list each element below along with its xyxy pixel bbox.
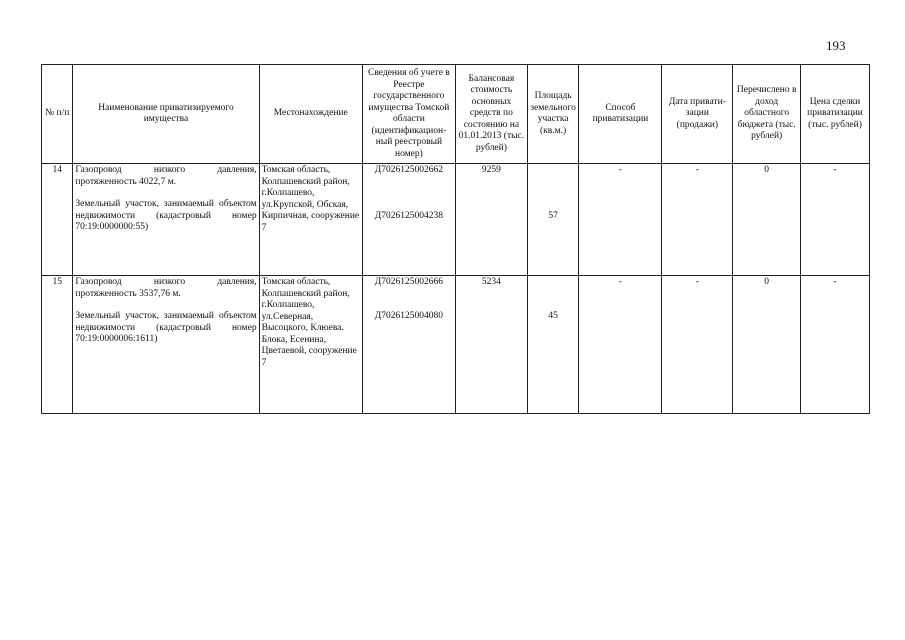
row-transferred: 0 xyxy=(733,164,801,276)
row-date: - xyxy=(662,164,733,276)
row-balance: 5234 xyxy=(455,276,527,414)
cadastral-number: 70:19:0000000:55) xyxy=(75,222,149,232)
header-registry: Сведения об учете в Реестре государственного имущества Томской области (идентификацион-ный реестровый номер) xyxy=(362,65,455,164)
row-method: - xyxy=(579,164,662,276)
gas-pipeline-name: Газопровод низкого давления, протяженность 4022,7 м. xyxy=(75,165,257,187)
row-name xyxy=(73,276,259,414)
header-location: Местонахождение xyxy=(259,65,362,164)
row-registry xyxy=(362,276,455,414)
header-row xyxy=(42,65,870,164)
row-location: Томская область, Колпашевский район, г.Колпашево, ул.Крупской, Обская, Кирпичная, сооружение 7 xyxy=(259,164,362,276)
registry-number-land: Д7026125004080 xyxy=(374,310,444,321)
land-plot-name: Земельный участок, занимаемый объектом недвижимости (кадастровый номер xyxy=(75,199,257,221)
row-num: 15 xyxy=(42,276,73,414)
header-area: Площадь земельного участка (кв.м.) xyxy=(527,65,579,164)
registry-number-land: Д7026125004238 xyxy=(374,210,444,221)
header-name: Наименование приватизируемого имущества xyxy=(73,65,259,164)
row-price: - xyxy=(801,164,870,276)
table-row xyxy=(42,276,870,414)
area-value: 45 xyxy=(548,311,558,321)
header-balance: Балансовая стоимость основных средств по состоянию на 01.01.2013 (тыс. рублей) xyxy=(455,65,527,164)
registry-number-pipeline: Д7026125002662 xyxy=(374,165,444,175)
row-name xyxy=(73,164,259,276)
row-method: - xyxy=(579,276,662,414)
gas-pipeline-name: Газопровод низкого давления, протяженность 3537,76 м. xyxy=(75,277,257,299)
header-date: Дата привати-зации (продажи) xyxy=(662,65,733,164)
row-price: - xyxy=(801,276,870,414)
row-date: - xyxy=(662,276,733,414)
header-transferred: Перечислено в доход областного бюджета (тыс. рублей) xyxy=(733,65,801,164)
cadastral-number: 70:19:0000006:1611) xyxy=(75,334,158,344)
registry-number-pipeline: Д7026125002666 xyxy=(374,277,444,287)
row-area xyxy=(527,276,579,414)
row-location: Томская область, Колпашевский район, г.Колпашево, ул.Северная, Высоцкого, Клюева. Блока, Есенина, Цветаевой, сооружение 7 xyxy=(259,276,362,414)
row-transferred: 0 xyxy=(733,276,801,414)
row-area xyxy=(527,164,579,276)
table-row xyxy=(42,164,870,276)
land-plot-name: Земельный участок, занимаемый объектом недвижимости (кадастровый номер xyxy=(75,311,257,333)
header-method: Способ приватизации xyxy=(579,65,662,164)
row-balance: 9259 xyxy=(455,164,527,276)
privatization-table xyxy=(41,64,870,414)
page-number: 193 xyxy=(826,38,846,53)
row-num: 14 xyxy=(42,164,73,276)
header-num: № п/п xyxy=(42,65,73,164)
header-price: Цена сделки приватизации (тыс. рублей) xyxy=(801,65,870,164)
row-registry xyxy=(362,164,455,276)
area-value: 57 xyxy=(548,211,558,221)
